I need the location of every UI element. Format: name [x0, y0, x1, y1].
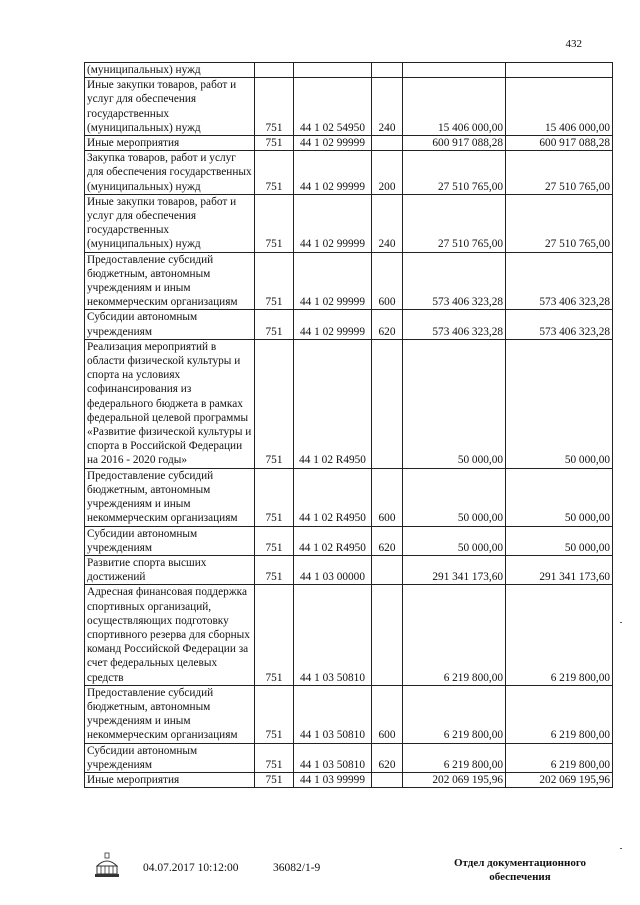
cell-c1: 751	[255, 585, 294, 685]
cell-v1: 50 000,00	[403, 468, 506, 526]
margin-mark	[620, 848, 622, 849]
cell-c3: 620	[372, 310, 403, 339]
cell-c2: 44 1 02 99999	[294, 151, 372, 195]
table-row	[85, 194, 613, 252]
cell-c3	[372, 555, 403, 584]
cell-c2: 44 1 03 50810	[294, 743, 372, 772]
cell-c2: 44 1 03 50810	[294, 685, 372, 743]
cell-name: Иные закупки товаров, работ и услуг для обеспечения государственных (муниципальных) нужд	[85, 78, 255, 136]
cell-v1: 27 510 765,00	[403, 194, 506, 252]
cell-name: Субсидии автономным учреждениям	[85, 526, 255, 555]
footer-doc-number: 36082/1-9	[273, 862, 321, 874]
footer-date: 04.07.2017 10:12:00	[143, 862, 239, 874]
table-row	[85, 585, 613, 685]
cell-v1: 202 069 195,96	[403, 772, 506, 787]
cell-v2: 600 917 088,28	[506, 136, 613, 151]
table-row	[85, 526, 613, 555]
cell-c1: 751	[255, 310, 294, 339]
cell-name: Иные мероприятия	[85, 136, 255, 151]
cell-v2: 573 406 323,28	[506, 310, 613, 339]
cell-c2: 44 1 03 50810	[294, 585, 372, 685]
margin-mark	[620, 622, 622, 623]
cell-c1: 751	[255, 743, 294, 772]
table-row	[85, 772, 613, 787]
table-row	[85, 151, 613, 195]
table-row	[85, 468, 613, 526]
table-row	[85, 339, 613, 468]
cell-v1: 6 219 800,00	[403, 585, 506, 685]
cell-name: Субсидии автономным учреждениям	[85, 743, 255, 772]
cell-v1: 50 000,00	[403, 526, 506, 555]
cell-name: Иные мероприятия	[85, 772, 255, 787]
cell-v1: 573 406 323,28	[403, 310, 506, 339]
cell-c2: 44 1 02 R4950	[294, 526, 372, 555]
cell-c1	[255, 63, 294, 78]
cell-c2: 44 1 02 54950	[294, 78, 372, 136]
cell-c1: 751	[255, 339, 294, 468]
cell-v1: 6 219 800,00	[403, 743, 506, 772]
cell-c1: 751	[255, 685, 294, 743]
cell-c1: 751	[255, 78, 294, 136]
table-row	[85, 743, 613, 772]
cell-v1: 6 219 800,00	[403, 685, 506, 743]
cell-name: Субсидии автономным учреждениям	[85, 310, 255, 339]
cell-v2: 202 069 195,96	[506, 772, 613, 787]
table-row	[85, 685, 613, 743]
duma-logo-icon	[94, 852, 120, 880]
cell-name: (муниципальных) нужд	[85, 63, 255, 78]
cell-c3: 620	[372, 743, 403, 772]
page-number: 432	[565, 38, 582, 50]
table-row	[85, 252, 613, 310]
budget-table	[84, 62, 613, 788]
cell-name: Предоставление субсидий бюджетным, автономным учреждениям и иным некоммерческим организациям	[85, 685, 255, 743]
cell-v2: 6 219 800,00	[506, 585, 613, 685]
cell-c3	[372, 63, 403, 78]
cell-v1: 15 406 000,00	[403, 78, 506, 136]
cell-c3	[372, 772, 403, 787]
cell-c3: 620	[372, 526, 403, 555]
cell-name: Развитие спорта высших достижений	[85, 555, 255, 584]
cell-name: Предоставление субсидий бюджетным, автономным учреждениям и иным некоммерческим организациям	[85, 252, 255, 310]
cell-v2: 50 000,00	[506, 526, 613, 555]
cell-name: Адресная финансовая поддержка спортивных организаций, осуществляющих подготовку спортивного резерва для сборных команд Российской Федерации за счет федеральных целевых средств	[85, 585, 255, 685]
cell-c1: 751	[255, 526, 294, 555]
cell-c3	[372, 136, 403, 151]
cell-c3: 600	[372, 252, 403, 310]
cell-name: Иные закупки товаров, работ и услуг для обеспечения государственных (муниципальных) нужд	[85, 194, 255, 252]
cell-c2: 44 1 03 00000	[294, 555, 372, 584]
cell-name: Предоставление субсидий бюджетным, автономным учреждениям и иным некоммерческим организациям	[85, 468, 255, 526]
cell-v1: 573 406 323,28	[403, 252, 506, 310]
cell-v1: 291 341 173,60	[403, 555, 506, 584]
cell-v1: 50 000,00	[403, 339, 506, 468]
cell-c1: 751	[255, 468, 294, 526]
cell-c1: 751	[255, 136, 294, 151]
cell-c2: 44 1 02 99999	[294, 252, 372, 310]
cell-c3: 600	[372, 685, 403, 743]
cell-c1: 751	[255, 772, 294, 787]
cell-v2: 15 406 000,00	[506, 78, 613, 136]
cell-v2: 50 000,00	[506, 339, 613, 468]
cell-c3	[372, 585, 403, 685]
cell-c2: 44 1 02 99999	[294, 136, 372, 151]
cell-c1: 751	[255, 555, 294, 584]
cell-c3	[372, 339, 403, 468]
cell-v2	[506, 63, 613, 78]
cell-c3: 200	[372, 151, 403, 195]
cell-v2: 50 000,00	[506, 468, 613, 526]
cell-c2: 44 1 03 99999	[294, 772, 372, 787]
cell-c1: 751	[255, 151, 294, 195]
cell-v1: 600 917 088,28	[403, 136, 506, 151]
table-row	[85, 78, 613, 136]
cell-v2: 291 341 173,60	[506, 555, 613, 584]
cell-v2: 27 510 765,00	[506, 151, 613, 195]
cell-v2: 573 406 323,28	[506, 252, 613, 310]
cell-c1: 751	[255, 194, 294, 252]
cell-v1: 27 510 765,00	[403, 151, 506, 195]
table-row	[85, 63, 613, 78]
table-row	[85, 136, 613, 151]
cell-c3: 240	[372, 78, 403, 136]
cell-v2: 6 219 800,00	[506, 685, 613, 743]
cell-c2: 44 1 02 R4950	[294, 339, 372, 468]
cell-c2: 44 1 02 R4950	[294, 468, 372, 526]
cell-c3: 240	[372, 194, 403, 252]
cell-c2	[294, 63, 372, 78]
cell-v2: 27 510 765,00	[506, 194, 613, 252]
cell-c2: 44 1 02 99999	[294, 194, 372, 252]
cell-name: Реализация мероприятий в области физической культуры и спорта на условиях софинансирования из федерального бюджета в рамках федеральной целевой программы «Развитие физической культуры и спорта в Российской Федерации на 2016 - 2020 годы»	[85, 339, 255, 468]
table-row	[85, 555, 613, 584]
cell-name: Закупка товаров, работ и услуг для обеспечения государственных (муниципальных) нужд	[85, 151, 255, 195]
footer-department: Отдел документационного обеспечения	[453, 857, 587, 883]
cell-c1: 751	[255, 252, 294, 310]
table-row	[85, 310, 613, 339]
cell-v1	[403, 63, 506, 78]
cell-c2: 44 1 02 99999	[294, 310, 372, 339]
cell-c3: 600	[372, 468, 403, 526]
cell-v2: 6 219 800,00	[506, 743, 613, 772]
